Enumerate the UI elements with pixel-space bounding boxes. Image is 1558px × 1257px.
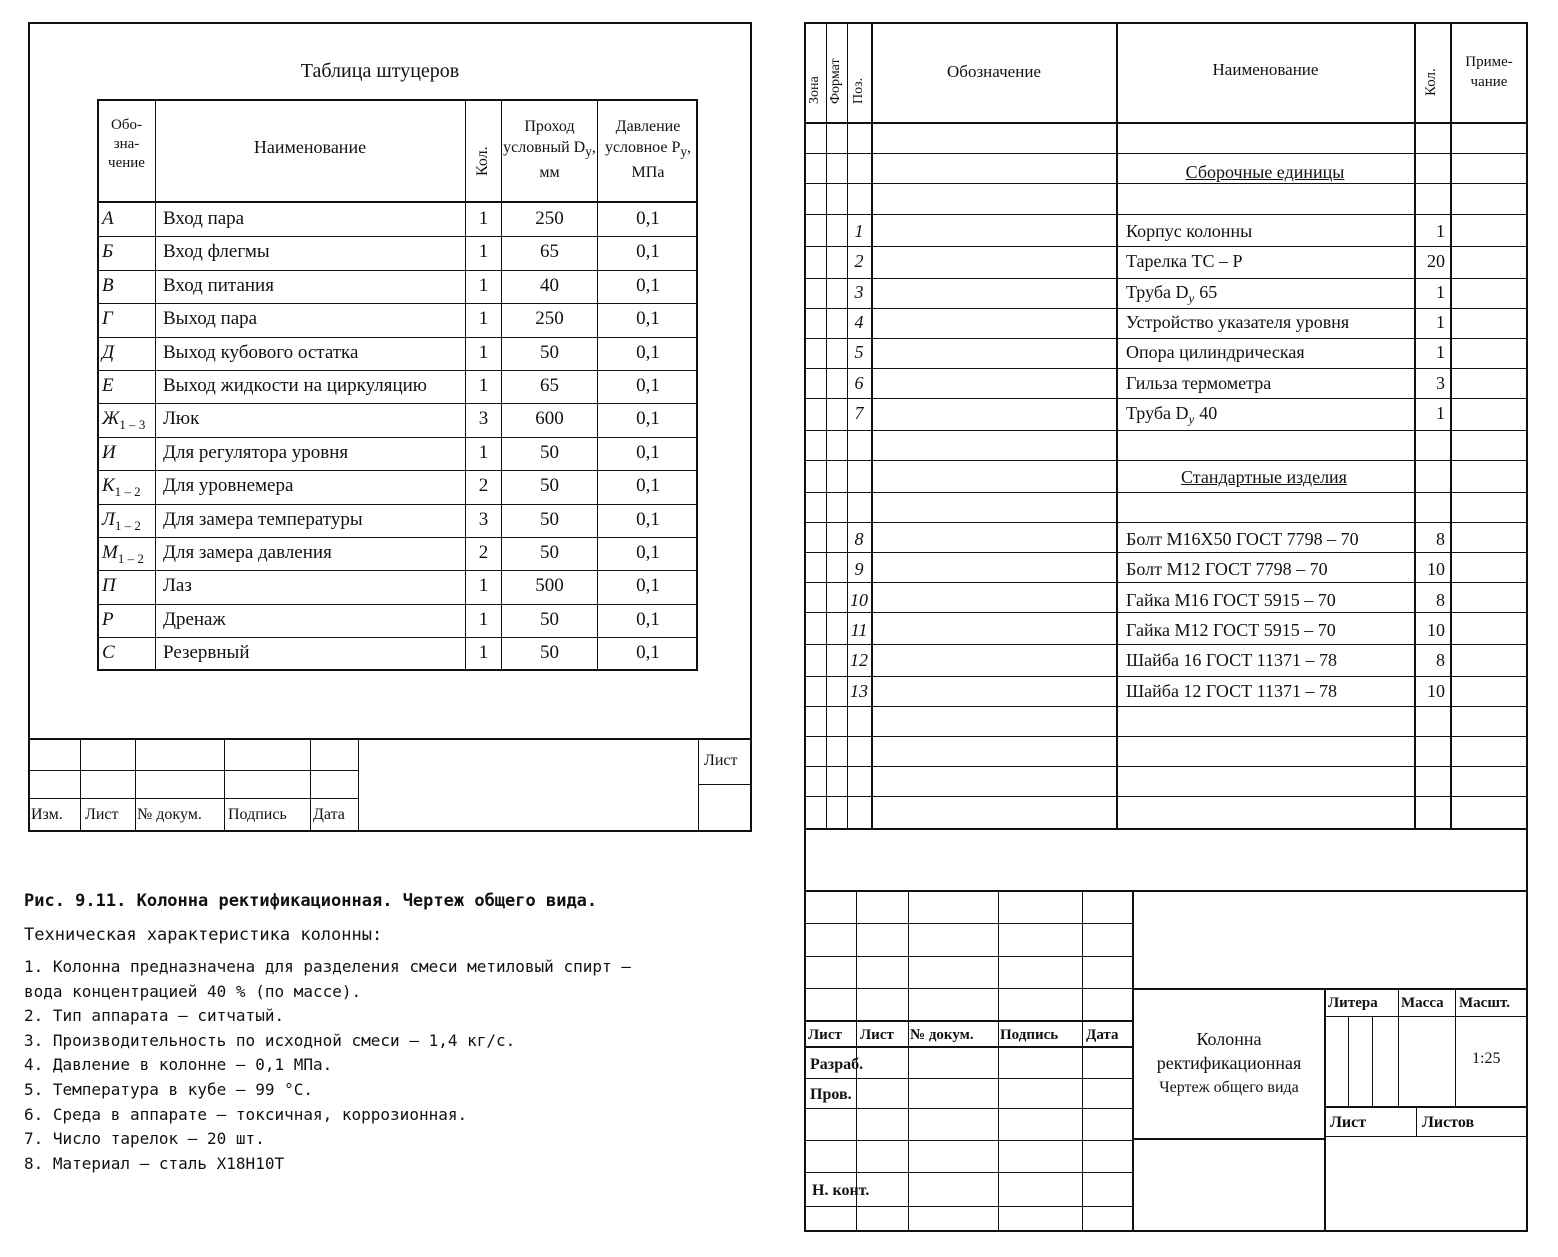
tech-spec-item: вода концентрацией 40 % (по массе). (24, 981, 362, 1001)
fitting-py: 0,1 (636, 208, 660, 229)
spec-pos: 10 (850, 589, 868, 610)
spec-name (1126, 341, 1305, 363)
section-assembly-units: Сборочные единицы (1185, 162, 1345, 182)
tech-spec-item: 8. Материал – сталь Х18Н10Т (24, 1153, 285, 1173)
left-tb-col-4: Дата (313, 806, 345, 823)
spec-qty: 1 (1436, 221, 1445, 241)
spec-name (1126, 619, 1336, 641)
fitting-py: 0,1 (636, 341, 660, 363)
spec-name (1126, 372, 1271, 394)
spec-qty: 1 (1436, 281, 1445, 302)
spec-name-text: Шайба 12 ГОСТ 11371 – 78 (1126, 680, 1337, 701)
fitting-designation-letter: Д (102, 341, 115, 363)
right-tb-col-1: Лист (860, 1027, 894, 1043)
spec-qty: 3 (1436, 372, 1445, 393)
fitting-dy: 600 (535, 408, 564, 430)
fitting-py: 0,1 (636, 642, 660, 664)
left-tb-col-2: № докум. (137, 806, 202, 823)
right-tb-col-0: Лист (808, 1027, 842, 1043)
header-py-text: Давление условное P (604, 118, 681, 156)
fitting-dy: 50 (540, 475, 559, 497)
spec-qty: 20 (1427, 251, 1445, 272)
spec-name-text: Устройство указателя уровня (1126, 311, 1350, 332)
fitting-designation (102, 375, 114, 397)
mass-label: Масса (1401, 995, 1444, 1011)
fitting-designation (102, 408, 145, 436)
fitting-py: 0,1 (636, 508, 660, 530)
fitting-py: 0,1 (636, 441, 660, 463)
fitting-designation (102, 275, 114, 297)
fitting-dy: 50 (540, 642, 559, 664)
left-tb-col-3: Подпись (228, 806, 287, 823)
fitting-name: Выход кубового остатка (163, 341, 359, 363)
fitting-py: 0,1 (636, 408, 660, 430)
header-qty: Кол. (474, 146, 491, 176)
fitting-qty: 1 (478, 441, 489, 463)
spec-qty: 10 (1427, 680, 1445, 701)
header-note: Приме- чание (1465, 54, 1513, 90)
fitting-name: Для замера давления (163, 542, 332, 563)
tech-spec-item: 7. Число тарелок – 20 шт. (24, 1129, 265, 1149)
fitting-name: Лаз (163, 575, 192, 597)
header-dy (503, 116, 596, 183)
fitting-qty: 1 (478, 608, 489, 630)
header-dy-text: Проход условный D (503, 118, 586, 156)
spec-qty: 8 (1436, 529, 1445, 549)
spec-pos: 8 (854, 529, 864, 549)
fitting-designation-letter: М (102, 542, 118, 563)
scale-label: Масшт. (1459, 995, 1510, 1011)
spec-pos: 11 (850, 619, 868, 640)
spec-pos: 9 (854, 559, 864, 580)
fitting-qty: 3 (478, 408, 489, 430)
spec-name-text: Труба D (1126, 402, 1189, 423)
fitting-name: Для регулятора уровня (163, 441, 349, 463)
spec-name-text: Гильза термометра (1126, 372, 1272, 393)
left-tb-col-1: Лист (85, 806, 119, 823)
fitting-designation (102, 609, 114, 631)
fitting-dy: 50 (540, 608, 559, 630)
spec-qty: 1 (1436, 311, 1445, 332)
sheets-label: Листов (1422, 1114, 1475, 1131)
fitting-designation-index: 1 – 2 (117, 550, 144, 566)
spec-pos: 6 (854, 372, 864, 393)
spec-name (1126, 281, 1217, 310)
fitting-dy: 500 (535, 575, 564, 597)
fitting-dy: 50 (540, 341, 559, 363)
spec-name (1126, 589, 1336, 611)
fitting-designation (102, 308, 113, 330)
doc-title-line-1: Колонна (1196, 1029, 1262, 1049)
figure-title: Рис. 9.11. Колонна ректификационная. Чертеж общего вида. (24, 891, 598, 911)
spec-name-text: Болт М12 ГОСТ 7798 – 70 (1126, 559, 1328, 580)
spec-name-text: Гайка М12 ГОСТ 5915 – 70 (1126, 619, 1336, 640)
sheet-label: Лист (1330, 1114, 1367, 1131)
fitting-designation (102, 509, 141, 537)
fitting-designation (102, 442, 116, 464)
fitting-name: Выход жидкости на циркуляцию (163, 375, 428, 396)
fitting-name: Вход флегмы (163, 241, 270, 263)
fitting-py: 0,1 (636, 308, 660, 330)
spec-name-text: Шайба 16 ГОСТ 11371 – 78 (1126, 650, 1337, 671)
spec-pos: 2 (854, 251, 864, 272)
role-checker: Пров. (810, 1086, 852, 1103)
header-designation-right: Обозначение (947, 62, 1041, 81)
spec-name (1126, 402, 1217, 431)
spec-qty: 1 (1436, 402, 1445, 423)
fitting-name: Дренаж (163, 608, 226, 630)
fitting-designation (102, 241, 113, 263)
fitting-designation-letter: К (102, 475, 115, 497)
spec-pos: 12 (850, 650, 868, 671)
fitting-py: 0,1 (636, 274, 660, 296)
fitting-designation (102, 208, 114, 230)
fitting-designation-letter: Б (102, 241, 114, 263)
tech-spec-item: 4. Давление в колонне – 0,1 МПа. (24, 1055, 333, 1075)
spec-qty: 8 (1436, 650, 1445, 671)
fitting-designation-letter: Г (102, 308, 113, 330)
header-dy-sub: у (585, 144, 592, 160)
fitting-name: Для замера температуры (163, 508, 363, 530)
fitting-dy: 65 (540, 375, 559, 396)
fitting-name: Для уровнемера (163, 475, 294, 497)
header-format: Формат (828, 58, 843, 104)
fitting-designation (102, 475, 141, 503)
spec-name-text: Опора цилиндрическая (1126, 342, 1305, 363)
fitting-dy: 50 (540, 542, 559, 563)
spec-pos: 1 (854, 221, 864, 241)
role-norm-control: Н. конт. (812, 1182, 870, 1199)
fitting-py: 0,1 (636, 542, 660, 563)
fitting-name: Резервный (163, 642, 250, 664)
spec-name (1126, 250, 1242, 272)
header-designation: Обо- зна- чение (108, 117, 145, 171)
fitting-qty: 1 (478, 341, 489, 363)
scale-value: 1:25 (1472, 1050, 1501, 1067)
spec-dy-sub: у (1188, 290, 1195, 306)
fitting-qty: 1 (478, 575, 489, 597)
fitting-name: Люк (163, 408, 200, 430)
doc-title-line-2: ректификационная (1156, 1053, 1302, 1073)
spec-qty: 10 (1427, 619, 1445, 640)
spec-dy: 65 (1199, 281, 1218, 302)
fitting-qty: 2 (478, 475, 489, 497)
fitting-designation (102, 342, 114, 364)
fitting-qty: 1 (478, 208, 489, 229)
header-py-unit: , МПа (631, 139, 692, 182)
fitting-py: 0,1 (636, 475, 660, 497)
header-name-right: Наименование (1212, 60, 1319, 79)
left-tb-col-0: Изм. (31, 806, 63, 823)
fitting-qty: 1 (478, 241, 489, 263)
fitting-designation-letter: Ж (102, 408, 120, 430)
fitting-designation-index: 1 – 2 (114, 517, 141, 533)
fitting-designation (102, 642, 115, 664)
fitting-designation-letter: С (102, 642, 115, 664)
fitting-qty: 2 (478, 542, 489, 563)
spec-dy: 40 (1199, 402, 1218, 423)
fitting-qty: 3 (478, 508, 489, 530)
right-tb-col-4: Дата (1086, 1027, 1119, 1043)
fitting-qty: 1 (478, 274, 489, 296)
fitting-qty: 1 (478, 375, 489, 396)
fitting-qty: 1 (478, 308, 489, 330)
fitting-designation-letter: П (102, 575, 116, 597)
tech-spec-subtitle: Техническая характеристика колонны: (24, 925, 383, 945)
fitting-py: 0,1 (636, 575, 660, 597)
fitting-designation-letter: Е (102, 375, 114, 396)
spec-name (1126, 680, 1337, 702)
spec-pos: 4 (854, 311, 864, 332)
left-tb-sheet-label: Лист (704, 752, 738, 769)
fitting-py: 0,1 (636, 608, 660, 630)
fitting-py: 0,1 (636, 375, 660, 396)
spec-name (1126, 649, 1337, 671)
spec-qty: 8 (1436, 589, 1445, 610)
fitting-py: 0,1 (636, 241, 660, 263)
fitting-dy: 40 (540, 274, 559, 296)
fitting-dy: 250 (535, 308, 564, 330)
role-developer: Разраб. (810, 1056, 864, 1073)
header-name: Наименование (253, 137, 367, 157)
section-standard-items: Стандартные изделия (1181, 467, 1347, 487)
doc-title-line-3: Чертеж общего вида (1159, 1079, 1299, 1096)
spec-name (1126, 558, 1328, 580)
fitting-name: Вход пара (163, 208, 245, 229)
fitting-designation-index: 1 – 3 (119, 417, 146, 433)
spec-pos: 13 (850, 680, 868, 701)
tech-spec-item: 6. Среда в аппарате – токсичная, коррозионная. (24, 1104, 468, 1124)
fitting-designation-index: 1 – 2 (114, 483, 141, 499)
header-dy-unit: , мм (539, 139, 596, 182)
right-tb-col-2: № докум. (910, 1027, 974, 1043)
fitting-designation-letter: Р (102, 608, 114, 630)
right-tb-col-3: Подпись (1000, 1027, 1059, 1043)
header-qty-right: Кол. (1423, 68, 1439, 96)
fitting-designation (102, 542, 144, 570)
fitting-dy: 50 (540, 508, 559, 530)
spec-name-text: Корпус колонны (1126, 221, 1253, 241)
spec-pos: 5 (854, 342, 864, 363)
spec-name-text: Труба D (1126, 281, 1189, 302)
fitting-name: Выход пара (163, 308, 258, 330)
fitting-designation-letter: И (102, 441, 116, 463)
tech-spec-item: 3. Производительность по исходной смеси – 1,4 кг/с. (24, 1030, 516, 1050)
spec-name (1126, 311, 1349, 333)
fitting-designation-letter: А (102, 208, 114, 229)
fittings-table-title: Таблица штуцеров (300, 60, 460, 82)
header-zone: Зона (807, 76, 822, 104)
fitting-qty: 1 (478, 642, 489, 664)
spec-name-text: Тарелка ТС – Р (1126, 251, 1243, 272)
header-py (599, 116, 697, 183)
spec-dy-sub: у (1188, 411, 1195, 427)
spec-name-text: Болт М16Х50 ГОСТ 7798 – 70 (1126, 529, 1359, 549)
fitting-designation-letter: В (102, 274, 114, 296)
spec-qty: 1 (1436, 342, 1445, 363)
fitting-dy: 50 (540, 441, 559, 463)
tech-spec-item: 5. Температура в кубе – 99 °С. (24, 1080, 313, 1099)
fitting-designation-letter: Л (102, 508, 115, 530)
spec-pos: 3 (854, 281, 864, 302)
litera-label: Литера (1328, 995, 1378, 1011)
spec-qty: 10 (1427, 559, 1445, 580)
fitting-name: Вход питания (163, 274, 274, 296)
fitting-dy: 250 (535, 208, 564, 229)
spec-name-text: Гайка М16 ГОСТ 5915 – 70 (1126, 589, 1336, 610)
fitting-designation (102, 575, 116, 597)
fitting-dy: 65 (540, 241, 559, 263)
tech-spec-item: 1. Колонна предназначена для разделения смеси метиловый спирт – (24, 957, 631, 976)
spec-name (1126, 220, 1252, 242)
header-pos: Поз. (851, 77, 866, 104)
spec-pos: 7 (854, 402, 864, 423)
tech-spec-item: 2. Тип аппарата – ситчатый. (24, 1006, 285, 1026)
spec-name (1126, 528, 1359, 550)
header-py-sub: у (680, 144, 688, 160)
